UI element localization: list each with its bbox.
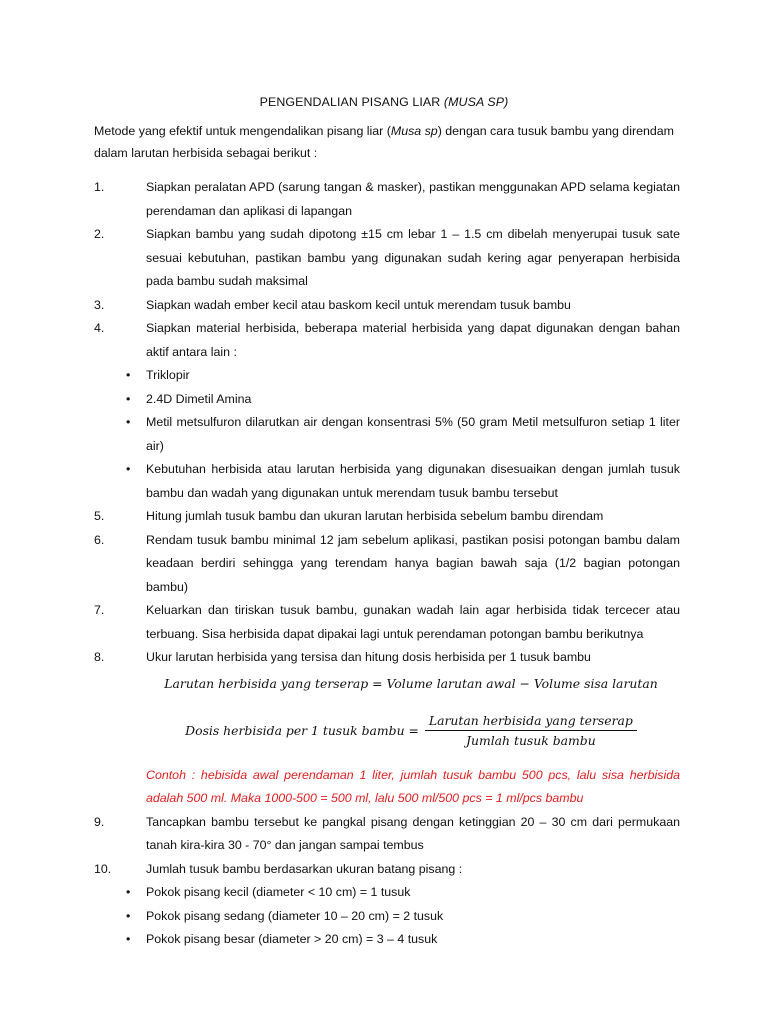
item-text: Ukur larutan herbisida yang tersisa dan hitung dosis herbisida per 1 tusuk bambu xyxy=(146,650,591,664)
example-text: Contoh : hebisida awal perendaman 1 liter, jumlah tusuk bambu 500 pcs, lalu sisa herbisida adalah 500 ml. Maka 1000-500 = 500 ml, lalu 500 ml/500 pcs = 1 ml/pcs bambu xyxy=(146,767,680,805)
item-number: 8. xyxy=(94,650,105,664)
fraction-numerator: Larutan herbisida yang terserap xyxy=(425,713,637,731)
intro-text-a: Metode yang efektif untuk mengendalikan pisang liar ( xyxy=(94,124,391,138)
item-text: Jumlah tusuk bambu berdasarkan ukuran batang pisang : xyxy=(146,861,463,876)
formula-absorbed: Larutan herbisida yang terserap = Volume larutan awal − Volume sisa larutan xyxy=(164,675,658,691)
fraction-denominator: Jumlah tusuk bambu xyxy=(466,733,596,748)
page-title xyxy=(0,95,768,109)
item-text: Siapkan bambu yang sudah dipotong ±15 cm lebar 1 – 1.5 cm dibelah menyerupai tusuk sate sesuai kebutuhan, pastikan bambu yang digunakan sudah kering agar penyerapan herbisida pada bambu sudah maksimal xyxy=(146,227,680,288)
bullet-text: Pokok pisang sedang (diameter 10 – 20 cm) = 2 tusuk xyxy=(146,908,444,923)
bullet-item xyxy=(126,388,680,412)
title-italic: (MUSA SP) xyxy=(443,95,509,109)
title-main: PENGENDALIAN PISANG LIAR xyxy=(259,95,444,109)
item-text: Tancapkan bambu tersebut ke pangkal pisang dengan ketinggian 20 – 30 cm dari permukaan tanah kira-kira 30 - 70° dan jangan sampai tembus xyxy=(146,814,680,852)
list-item xyxy=(94,505,680,529)
bullet-text: 2.4D Dimetil Amina xyxy=(146,391,252,406)
formula-fraction xyxy=(425,713,637,748)
bullet-item xyxy=(126,364,680,388)
item-text: Keluarkan dan tiriskan tusuk bambu, gunakan wadah lain agar herbisida tidak tercecer atau terbuang. Sisa herbisida dapat dipakai lagi untuk perendaman potongan bambu berikutnya xyxy=(146,603,680,641)
item-text: Hitung jumlah tusuk bambu dan ukuran larutan herbisida sebelum bambu direndam xyxy=(146,509,604,523)
item-text: Siapkan wadah ember kecil atau baskom kecil untuk merendam tusuk bambu xyxy=(146,297,571,312)
list-item xyxy=(94,176,680,223)
bullet-icon: • xyxy=(126,885,131,899)
bullet-text: Metil metsulfuron dilarutkan air dengan konsentrasi 5% (50 gram Metil metsulfuron setiap 1 liter air) xyxy=(146,415,680,453)
bullet-item xyxy=(126,928,680,952)
item-number: 10. xyxy=(94,861,112,876)
list-item xyxy=(94,317,680,364)
list-item xyxy=(94,223,680,294)
bullet-item xyxy=(126,411,680,458)
intro-italic: Musa sp xyxy=(390,124,438,138)
item-number: 7. xyxy=(94,603,105,617)
steps-list xyxy=(0,176,768,952)
item-text: Siapkan peralatan APD (sarung tangan & masker), pastikan menggunakan APD selama kegiatan perendaman dan aplikasi di lapangan xyxy=(146,180,680,218)
item-number: 9. xyxy=(94,814,105,829)
list-item xyxy=(94,294,680,318)
bullet-icon: • xyxy=(126,462,131,476)
bullet-item xyxy=(126,458,680,505)
bullet-text: Pokok pisang besar (diameter > 20 cm) = 3 – 4 tusuk xyxy=(146,932,438,946)
formula-dose-lhs: Dosis herbisida per 1 tusuk bambu = xyxy=(185,723,419,738)
bullet-item xyxy=(126,905,680,929)
formula-dose xyxy=(146,698,676,764)
list-item xyxy=(94,529,680,600)
bullet-icon: • xyxy=(126,908,131,923)
bullet-text: Pokok pisang kecil (diameter < 10 cm) = 1 tusuk xyxy=(146,885,411,899)
list-item xyxy=(94,858,680,882)
list-item xyxy=(94,811,680,858)
item-number: 5. xyxy=(94,509,105,523)
item-number: 1. xyxy=(94,180,105,194)
intro-text-b: ) dengan cara tusuk bambu yang direndam dalam larutan herbisida sebagai berikut : xyxy=(94,124,674,160)
item-number: 4. xyxy=(94,321,105,335)
bullet-item xyxy=(126,881,680,905)
bullet-icon: • xyxy=(126,391,131,406)
intro-paragraph xyxy=(94,120,684,164)
item-number: 6. xyxy=(94,532,105,547)
item-number: 3. xyxy=(94,297,105,312)
item-text: Siapkan material herbisida, beberapa material herbisida yang dapat digunakan dengan bahan aktif antara lain : xyxy=(146,321,680,359)
item-number: 2. xyxy=(94,227,105,241)
bullet-icon: • xyxy=(126,932,131,946)
list-item xyxy=(94,599,680,646)
list-item xyxy=(94,646,680,670)
item-text: Rendam tusuk bambu minimal 12 jam sebelum aplikasi, pastikan posisi potongan bambu dalam keadaan berdiri sehingga yang terendam hanya bagian bawah saja (1/2 bagian potongan bambu) xyxy=(146,532,680,594)
bullet-text: Kebutuhan herbisida atau larutan herbisida yang digunakan disesuaikan dengan jumlah tusuk bambu dan wadah yang digunakan untuk merendam tusuk bambu tersebut xyxy=(146,462,680,500)
bullet-icon: • xyxy=(126,368,131,382)
bullet-text: Triklopir xyxy=(146,368,190,382)
bullet-icon: • xyxy=(126,415,131,429)
